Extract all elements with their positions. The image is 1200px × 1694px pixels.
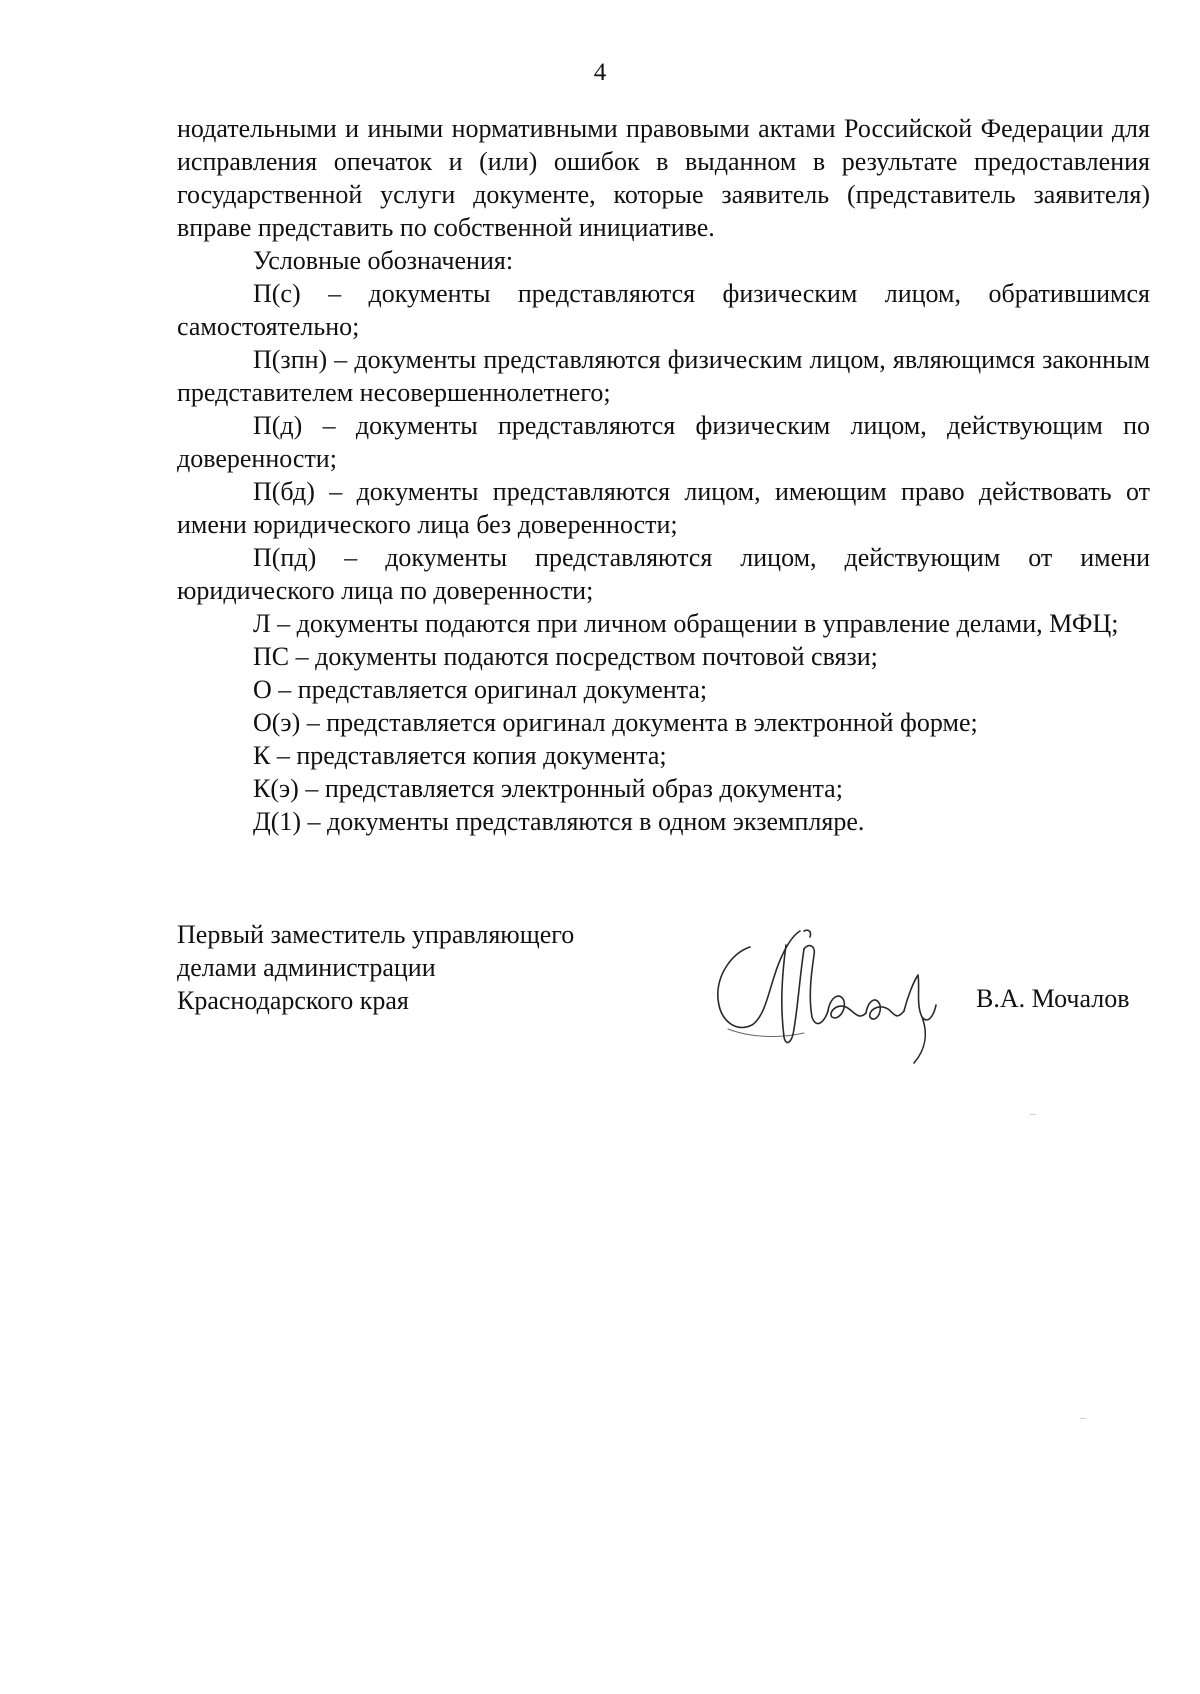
legend-item: К – представляется копия документа;	[253, 741, 667, 770]
legend-item: П(зпн) – документы представляются физическим лицом, являющимся законным представителем несовершеннолетнего;	[177, 345, 1150, 407]
legend-item: О – представляется оригинал документа;	[253, 675, 708, 704]
signer-title	[177, 918, 574, 1017]
legend-item: Д(1) – документы представляются в одном экземпляре.	[253, 807, 865, 836]
legend-item: П(бд) – документы представляются лицом, имеющим право действовать от имени юридического лица без доверенности;	[177, 477, 1150, 539]
legend-item: О(э) – представляется оригинал документа в электронной форме;	[253, 708, 978, 737]
handwritten-signature	[708, 925, 948, 1065]
page-number: 4	[593, 59, 607, 86]
legend-item: П(д) – документы представляются физическим лицом, действующим по доверенности;	[177, 411, 1150, 473]
legend-item: ПС – документы подаются посредством почтовой связи;	[253, 642, 878, 671]
scan-speck	[1080, 1418, 1086, 1419]
legend-item: К(э) – представляется электронный образ документа;	[253, 774, 843, 803]
signer-name: В.А. Мочалов	[976, 984, 1130, 1013]
signer-title-line: Первый заместитель управляющего	[177, 920, 575, 949]
signer-title-line: делами администрации	[177, 953, 436, 982]
legend-item: П(пд) – документы представляются лицом, действующим от имени юридического лица по доверенности;	[177, 543, 1150, 605]
legend-item: П(с) – документы представляются физическим лицом, обратившимся самостоятельно;	[177, 279, 1150, 341]
signer-title-line: Краснодарского края	[177, 986, 409, 1015]
legend-heading: Условные обозначения:	[253, 246, 514, 275]
paragraph: нодательными и иными нормативными правовыми актами Российской Федерации для исправления опечаток и (или) ошибок в выданном в результате предоставления государственной услуги документе, которые заявитель (представитель заявителя) вправе представить по собственной инициативе.	[177, 114, 1150, 242]
legend-item: Л – документы подаются при личном обращении в управление делами, МФЦ;	[253, 609, 1119, 638]
scan-speck	[1030, 1114, 1036, 1115]
document-body	[177, 112, 1150, 838]
